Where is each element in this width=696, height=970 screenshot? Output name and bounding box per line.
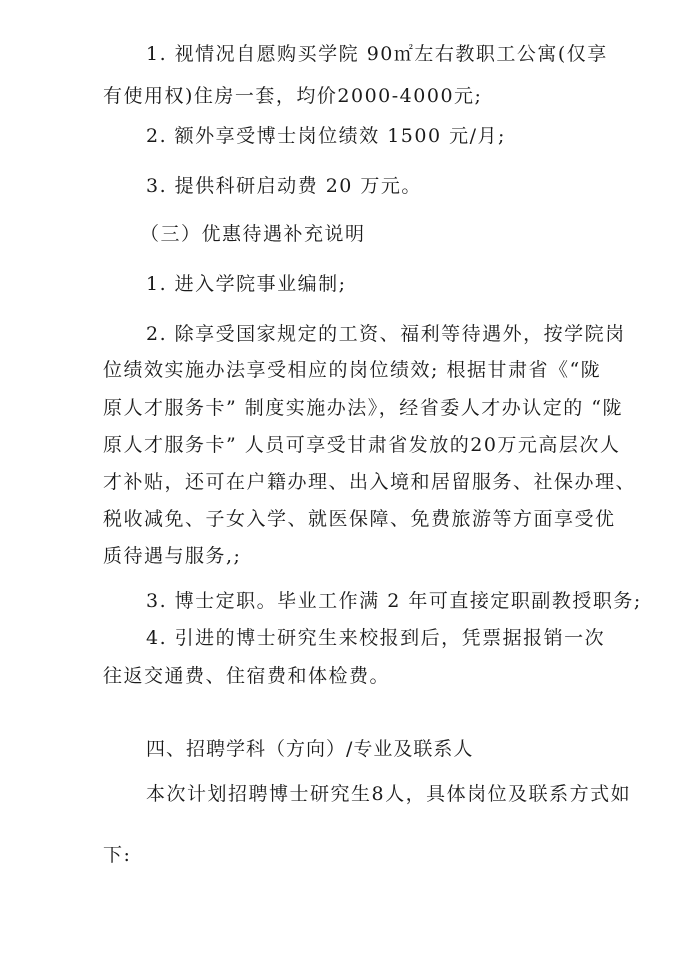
text-line-3: 2. 额外享受博士岗位绩效 1500 元/月; bbox=[146, 125, 506, 147]
text-line-7: 2. 除享受国家规定的工资、福利等待遇外，按学院岗 bbox=[146, 323, 626, 345]
section-heading: 四、招聘学科（方向）/专业及联系人 bbox=[146, 738, 474, 760]
text-line-15: 4. 引进的博士研究生来校报到后，凭票据报销一次 bbox=[146, 627, 606, 649]
text-line-13: 质待遇与服务,; bbox=[103, 545, 242, 567]
text-line-10: 原人才服务卡” 人员可享受甘肃省发放的20万元高层次人 bbox=[103, 434, 621, 456]
text-line-2: 有使用权)住房一套，均价2000-4000元; bbox=[103, 85, 483, 107]
text-line-8: 位绩效实施办法享受相应的岗位绩效; 根据甘肃省《“陇 bbox=[103, 359, 602, 381]
text-line-1: 1. 视情况自愿购买学院 90㎡左右教职工公寓(仅享 bbox=[146, 43, 608, 65]
section-subheading: （三）优惠待遇补充说明 bbox=[140, 223, 366, 245]
text-line-4: 3. 提供科研启动费 20 万元。 bbox=[146, 175, 422, 197]
text-line-11: 才补贴，还可在户籍办理、出入境和居留服务、社保办理、 bbox=[103, 471, 637, 493]
text-line-19: 下: bbox=[103, 844, 132, 866]
text-line-6: 1. 进入学院事业编制; bbox=[146, 273, 347, 295]
text-line-18: 本次计划招聘博士研究生8人，具体岗位及联系方式如 bbox=[146, 783, 632, 805]
text-line-14: 3. 博士定职。毕业工作满 2 年可直接定职副教授职务; bbox=[146, 590, 642, 612]
text-line-12: 税收减免、子女入学、就医保障、免费旅游等方面享受优 bbox=[103, 508, 616, 530]
text-line-16: 往返交通费、住宿费和体检费。 bbox=[103, 665, 391, 687]
text-line-9: 原人才服务卡” 制度实施办法》，经省委人才办认定的 “陇 bbox=[103, 397, 624, 419]
